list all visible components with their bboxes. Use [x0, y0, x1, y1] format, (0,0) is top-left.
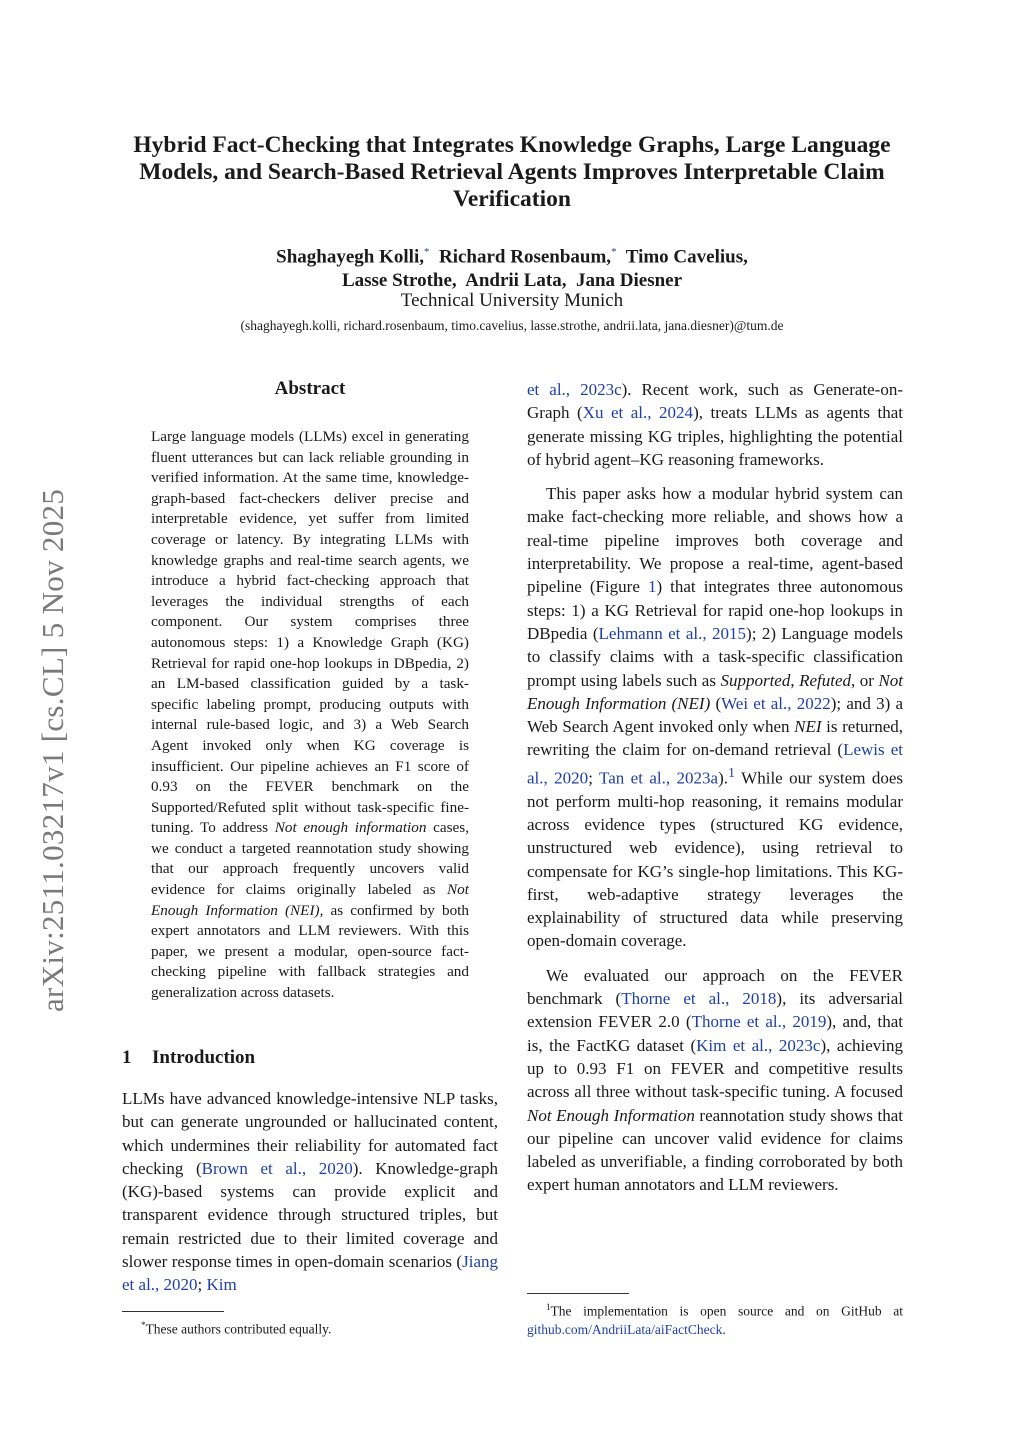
citation-link[interactable]: Lehmann et al., 2015: [598, 623, 747, 643]
author-name: Lasse Strothe,: [341, 270, 457, 292]
body-text: ), and, that is, the FactKG dataset (: [527, 1012, 903, 1055]
footnote-github: [527, 1298, 903, 1339]
author-name: Richard Rosenbaum,: [438, 246, 612, 268]
body-text: This paper asks how a modular hybrid system can make fact-checking more reliable, and shows how a real-time pipeline improves both coverage and interpretability. We propose a real-time, agent-based pipeline (Figure: [527, 484, 903, 597]
body-text: ); 2) Language models to classify claims with a task-specific classification prompt using labels such as: [527, 623, 903, 690]
body-text: ).: [718, 768, 728, 788]
body-text: LLMs have advanced knowledge-intensive NLP tasks, but can generate ungrounded or hallucinated content, which undermines their reliability for automated fact checking (: [122, 1089, 498, 1178]
footnote-mark: 1: [546, 1302, 551, 1312]
body-text: ); and 3) a Web Search Agent invoked only when: [527, 693, 903, 737]
equal-contribution-mark: *: [611, 246, 617, 258]
body-text: ), its adversarial extension FEVER 2.0 (: [527, 989, 903, 1032]
footnote-equal-contribution: [122, 1316, 498, 1339]
paragraph-evaluation: [527, 964, 903, 1197]
section-number: 1: [122, 1047, 132, 1068]
body-text: While our system does not perform multi-hop reasoning, it remains modular across evidence types (structured KG evidence, unstructured web evidence), using retrieval to compensate for KG’s single-hop limitations. This KG-first, web-adaptive strategy leverages the explainability of structured data while preserving open-domain coverage.: [527, 768, 903, 951]
body-text: ), treats LLMs as agents that generate missing KG triples, highlighting the potential of hybrid agent–KG reasoning frameworks.: [527, 403, 903, 469]
label-emphasis: Supported: [720, 670, 791, 690]
footnote-divider: [527, 1293, 629, 1294]
citation-link[interactable]: Thorne et al., 2019: [691, 1012, 827, 1032]
footnote-marker[interactable]: 1: [728, 764, 736, 781]
paragraph-pipeline: [527, 482, 903, 953]
section-title: Introduction: [152, 1047, 256, 1068]
paper-title: Hybrid Fact-Checking that Integrates Knowledge Graphs, Large Language Models, and Search-Based Retrieval Agents Improves Interpretable Claim Verification: [133, 132, 891, 212]
affiliation: Technical University Munich: [400, 290, 624, 311]
footnote-text: The implementation is open source and on GitHub at: [550, 1303, 903, 1319]
footnote-text: These authors contributed equally.: [145, 1321, 332, 1337]
body-text: ;: [197, 1275, 207, 1295]
body-text: ). Recent work, such as Generate-on-Graph (: [527, 380, 903, 423]
citation-link[interactable]: Tan et al., 2023a: [599, 768, 719, 788]
abstract-emphasis: Not Enough Information (NEI): [151, 881, 469, 919]
body-text: We evaluated our approach on the FEVER benchmark (: [527, 965, 903, 1009]
body-text: is returned, rewriting the claim for on-demand retrieval (: [527, 717, 903, 760]
abstract-text: Large language models (LLMs) excel in generating fluent utterances but can lack reliable grounding in verified information. At the same time, knowledge-graph-based fact-checkers deliver precise and interpretable evidence, yet suffer from limited coverage or latency. By integrating LLMs with knowledge graphs and real-time search agents, we introduce a hybrid fact-checking approach that leverages the individual strengths of each component. Our system comprises three autonomous steps: 1) a Knowledge Graph (KG) Retrieval for rapid one-hop lookups in DBpedia, 2) an LM-based classification guided by a task-specific labeling prompt, producing outputs with internal rule-based logic, and 3) a Web Search Agent invoked only when KG coverage is insufficient. Our pipeline achieves an F1 score of 0.93 on the FEVER benchmark on the Supported/Refuted split without task-specific fine-tuning. To address: [151, 428, 469, 837]
label-emphasis: Not Enough Information: [527, 1105, 695, 1125]
body-text: , or: [851, 670, 879, 690]
abstract-text: , as confirmed by both expert annotators and LLM reviewers. With this paper, we present a modular, open-source fact-checking pipeline with fallback strategies and generalization across datasets.: [151, 901, 469, 1002]
footnote-mark: *: [141, 1320, 146, 1330]
abstract-text: cases, we conduct a targeted reannotation study showing that our approach frequently uncovers valid evidence for claims originally labeled as: [151, 819, 469, 899]
author-emails: (shaghayegh.kolli, richard.rosenbaum, timo.cavelius, lasse.strothe, andrii.lata, jana.diesner)@tum.de: [240, 318, 784, 333]
figure-link[interactable]: 1: [647, 577, 657, 597]
author-name: Timo Cavelius,: [625, 246, 748, 268]
body-text: reannotation study shows that our pipeline can uncover valid evidence for claims labeled as unverifiable, a finding corroborated by both expert human annotators and LLM reviewers.: [527, 1105, 903, 1195]
citation-link[interactable]: Brown et al., 2020: [201, 1158, 353, 1178]
github-link[interactable]: github.com/AndriiLata/aiFactCheck: [527, 1321, 723, 1337]
citation-link[interactable]: Xu et al., 2024: [582, 403, 694, 423]
body-text: (: [710, 693, 722, 713]
body-text: ). Knowledge-graph (KG)-based systems can provide explicit and transparent evidence through structured triples, but remain restricted due to their limited coverage and slower response times in open-domain scenarios (: [122, 1158, 498, 1272]
label-emphasis: NEI: [794, 717, 822, 737]
abstract-body: [151, 427, 469, 1004]
abstract-heading: Abstract: [274, 378, 346, 399]
label-emphasis: Refuted: [799, 670, 852, 690]
author-name: Shaghayegh Kolli,: [276, 246, 424, 268]
citation-link[interactable]: Thorne et al., 2018: [621, 989, 777, 1009]
author-name: Andrii Lata,: [465, 270, 567, 292]
citation-link[interactable]: Kim et al., 2023c: [696, 1035, 821, 1055]
citation-link[interactable]: et al., 2023c: [527, 380, 622, 399]
label-emphasis: Not Enough Information (NEI): [527, 670, 904, 713]
abstract-emphasis: Not enough information: [274, 819, 427, 837]
body-text: ;: [588, 768, 600, 788]
section-heading-introduction: [122, 1047, 502, 1069]
equal-contribution-mark: *: [423, 246, 430, 258]
right-column: [527, 378, 903, 1208]
body-text: ,: [790, 670, 800, 690]
paragraph-continuation: [527, 378, 903, 471]
footnote-text: .: [722, 1321, 726, 1337]
introduction-paragraph: [122, 1087, 498, 1297]
arxiv-identifier: arXiv:2511.03217v1 [cs.CL] 5 Nov 2025: [35, 488, 70, 1012]
footnote-divider: [122, 1311, 224, 1312]
citation-link[interactable]: Kim: [206, 1275, 237, 1295]
body-text: ) that integrates three autonomous steps: 1) a KG Retrieval for rapid one-hop lookups in DBpedia (: [527, 577, 903, 643]
citation-link[interactable]: Jiang et al., 2020: [122, 1252, 498, 1295]
body-text: ), achieving up to 0.93 F1 on FEVER and competitive results across all three without task-specific tuning. A focused: [527, 1035, 903, 1102]
author-name: Jana Diesner: [575, 270, 683, 292]
citation-link[interactable]: Wei et al., 2022: [721, 693, 831, 713]
author-list: [110, 240, 914, 293]
citation-link[interactable]: Lewis et al., 2020: [527, 740, 903, 788]
